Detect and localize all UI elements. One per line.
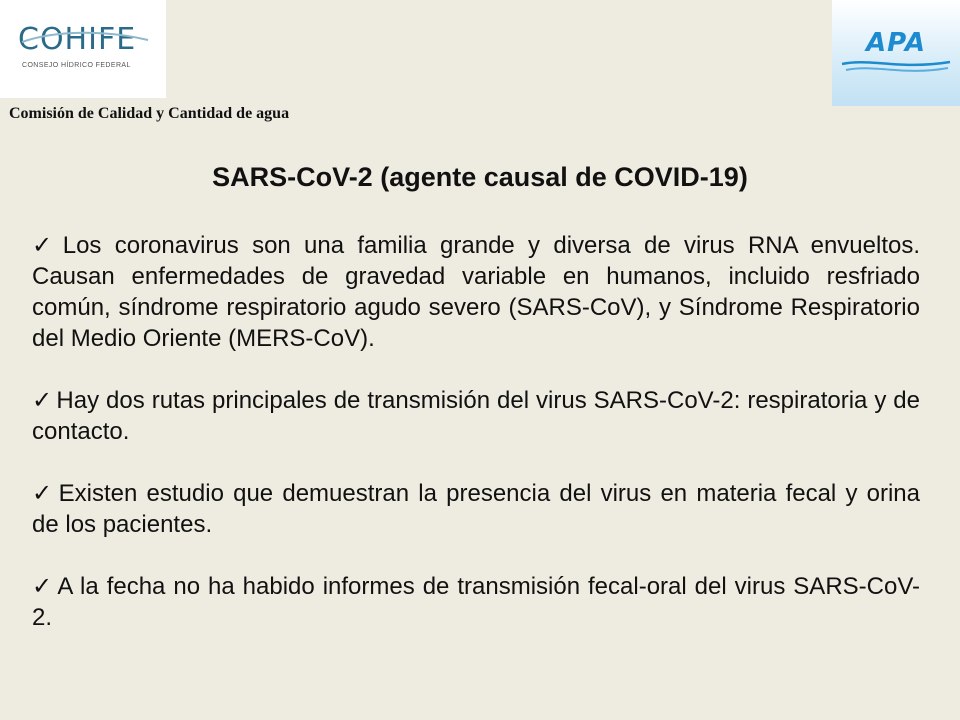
bullet-item [32, 571, 920, 633]
check-icon: ✓ [32, 232, 59, 259]
bullet-item [32, 478, 920, 540]
cohife-logo [0, 0, 166, 98]
commission-label: Comisión de Calidad y Cantidad de agua [9, 105, 290, 122]
bullet-text: Hay dos rutas principales de transmisión del virus SARS-CoV-2: respiratoria y de contacto. [32, 387, 920, 445]
check-icon: ✓ [32, 387, 53, 414]
bullet-text: Los coronavirus son una familia grande y diversa de virus RNA envueltos. Causan enfermedades de gravedad variable en humanos, incluido resfriado común, síndrome respiratorio agudo severo (SARS-CoV), y Síndrome Respiratorio del Medio Oriente (MERS-CoV). [32, 232, 921, 352]
check-icon: ✓ [32, 573, 54, 600]
check-icon: ✓ [32, 480, 55, 507]
page-title: SARS-CoV-2 (agente causal de COVID-19) [212, 162, 748, 192]
bullet-list [32, 230, 920, 664]
cohife-subtitle: CONSEJO HÍDRICO FEDERAL [22, 62, 131, 69]
bullet-item [32, 385, 920, 447]
apa-logo [832, 0, 960, 106]
cohife-wordmark: COHIFE [18, 22, 137, 57]
bullet-text: Existen estudio que demuestran la presencia del virus en materia fecal y orina de los pacientes. [32, 480, 921, 538]
bullet-item [32, 230, 920, 354]
cohife-swoosh-icon [16, 28, 156, 58]
apa-waves-icon [840, 58, 952, 78]
bullet-text: A la fecha no ha habido informes de transmisión fecal-oral del virus SARS-CoV-2. [32, 573, 921, 631]
apa-wordmark: APA [866, 28, 926, 58]
